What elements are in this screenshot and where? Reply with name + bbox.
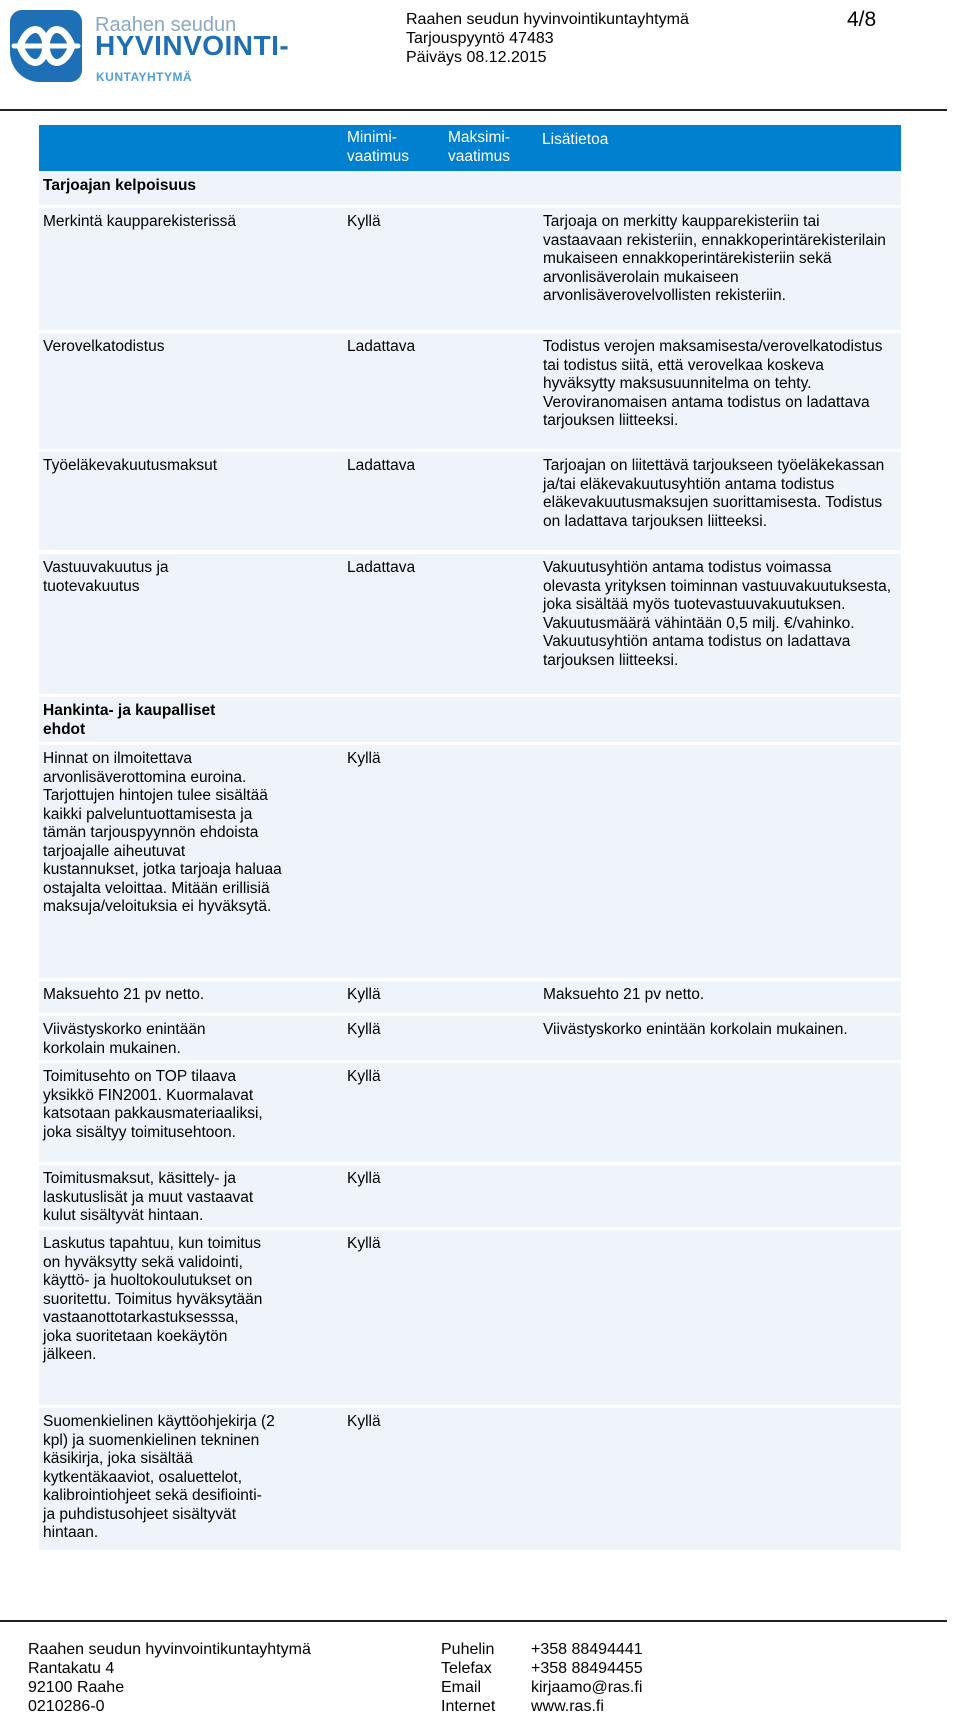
logo-line-2: HYVINVOINTI-	[95, 30, 290, 61]
footer-city: 92100 Raahe	[28, 1679, 125, 1696]
footer-divider	[0, 1620, 947, 1622]
row-label: Hinnat on ilmoitettava arvonlisäverottomina euroina. Tarjottujen hintojen tulee sisältää kaikki palveluntuottamisesta ja tämän tarjouspyynnön ehdoista tarjoajalle aiheutuvat kustannukset, jotka tarjoaja haluaa ostajalta veloittaa. Mitään erillisiä maksuja/veloituksia ei hyväksytä.	[43, 750, 282, 915]
row-label: Toimitusmaksut, käsittely- ja laskutuslisät ja muut vastaavat kulut sisältyvät hintaan.	[43, 1170, 254, 1224]
footer-phone: +358 88494441	[531, 1641, 643, 1658]
row-label: Verovelkatodistus	[43, 338, 165, 355]
footer-email-link[interactable]: kirjaamo@ras.fi	[531, 1679, 643, 1696]
footer-address	[28, 1640, 311, 1716]
table-row	[39, 1063, 901, 1162]
footer-phone-label: Puhelin	[441, 1641, 495, 1658]
row-label: Työeläkevakuutusmaksut	[43, 457, 218, 474]
row-label: Maksuehto 21 pv netto.	[43, 986, 205, 1003]
row-min-value: Kyllä	[347, 1413, 381, 1430]
row-info: Viivästyskorko enintään korkolain mukainen.	[543, 1021, 848, 1038]
row-min-value: Kyllä	[347, 750, 381, 767]
row-info: Todistus verojen maksamisesta/verovelkatodistus tai todistus siitä, että verovelkaa koskeva hyväksytty maksusuunnitelma on tehty. Veroviranomaisen antama todistus on ladattava tarjouksen liitteeksi.	[543, 338, 883, 429]
table-row	[39, 208, 901, 330]
table-header-row	[39, 125, 901, 171]
page-number: 4/8	[847, 8, 877, 31]
document-header	[406, 10, 689, 67]
knot-logo-icon	[10, 10, 82, 82]
row-label: Vastuuvakuutus ja tuotevakuutus	[43, 559, 169, 595]
header-divider	[0, 109, 947, 111]
row-info: Vakuutusyhtiön antama todistus voimassa olevasta yrityksen toiminnan vastuuvakuutuksesta, joka sisältää myös tuotevastuuvakuutuksen. Vakuutusmäärä vähintään 0,5 milj. €/vahinko. Vakuutusyhtiön antama todistus on ladattava tarjouksen liitteeksi.	[543, 559, 892, 669]
row-label: Suomenkielinen käyttöohjekirja (2 kpl) ja suomenkielinen tekninen käsikirja, joka sisältää kytkentäkaaviot, osaluettelot, kalibrointiohjeet sekä desifiointi- ja puhdistusohjeet sisältyvät hintaan.	[43, 1413, 275, 1541]
row-min-value: Kyllä	[347, 213, 381, 230]
logo-line-3: KUNTAYHTYMÄ	[96, 70, 193, 84]
footer-organization: Raahen seudun hyvinvointikuntayhtymä	[28, 1641, 311, 1658]
header-organization: Raahen seudun hyvinvointikuntayhtymä	[406, 11, 689, 28]
row-min-value: Ladattava	[347, 559, 416, 576]
section-title: Hankinta- ja kaupalliset ehdot	[43, 702, 216, 738]
column-header-max: Maksimi-vaatimus	[448, 129, 511, 165]
table-row	[39, 1230, 901, 1405]
table-row	[39, 554, 901, 694]
row-label: Merkintä kaupparekisterissä	[43, 213, 236, 230]
organization-logo	[10, 10, 290, 84]
row-info: Tarjoajan on liitettävä tarjoukseen työeläkekassan ja/tai eläkevakuutusyhtiön antama todistus eläkevakuutusmaksujen suorittamisesta. Todistus on ladattava tarjouksen liitteeksi.	[543, 457, 885, 530]
table-row	[39, 1165, 901, 1227]
footer-street: Rantakatu 4	[28, 1660, 115, 1677]
row-label: Laskutus tapahtuu, kun toimitus on hyväksytty sekä validointi, käyttö- ja huoltokoulutukset on suoritettu. Toimitus hyväksytään vastaanottotarkastuksesssa, joka suoritetaan koekäytön jälkeen.	[43, 1235, 263, 1363]
logo-line-1: Raahen seudun	[95, 14, 237, 36]
row-min-value: Kyllä	[347, 986, 381, 1003]
section-row	[39, 697, 901, 742]
row-min-value: Ladattava	[347, 338, 416, 355]
footer-contact-values	[531, 1640, 643, 1716]
column-header-info: Lisätietoa	[542, 131, 609, 148]
row-min-value: Ladattava	[347, 457, 416, 474]
footer-fax: +358 88494455	[531, 1660, 643, 1677]
header-date: Päiväys 08.12.2015	[406, 49, 547, 66]
row-min-value: Kyllä	[347, 1021, 381, 1038]
table-row	[39, 1016, 901, 1060]
row-info: Maksuehto 21 pv netto.	[543, 986, 705, 1003]
footer-web-label: Internet	[441, 1698, 496, 1715]
row-min-value: Kyllä	[347, 1235, 381, 1252]
footer-fax-label: Telefax	[441, 1660, 492, 1677]
row-min-value: Kyllä	[347, 1170, 381, 1187]
header-tender-number: Tarjouspyyntö 47483	[406, 30, 554, 47]
row-label: Toimitusehto on TOP tilaava yksikkö FIN2001. Kuormalavat katsotaan pakkausmateriaaliksi, joka sisältyy toimitusehtoon.	[43, 1068, 263, 1141]
table-row	[39, 1408, 901, 1550]
section-title: Tarjoajan kelpoisuus	[43, 177, 197, 194]
footer-website-link[interactable]: www.ras.fi	[531, 1698, 604, 1715]
row-label: Viivästyskorko enintään korkolain mukainen.	[43, 1021, 206, 1057]
table-row	[39, 452, 901, 550]
table-row	[39, 981, 901, 1013]
footer-contact-labels	[441, 1640, 495, 1716]
row-info: Tarjoaja on merkitty kaupparekisteriin tai vastaavaan rekisteriin, ennakkoperintärekisterilain mukaiseen ennakkoperintärekisteriin sekä arvonlisäverolain mukaiseen arvonlisäverovelvollisten rekisteriin.	[543, 213, 886, 304]
column-header-min: Minimi-vaatimus	[347, 129, 410, 165]
table-row	[39, 745, 901, 978]
section-row	[39, 171, 901, 205]
footer-email-label: Email	[441, 1679, 482, 1696]
footer-business-id: 0210286-0	[28, 1698, 105, 1715]
row-min-value: Kyllä	[347, 1068, 381, 1085]
table-row	[39, 333, 901, 449]
